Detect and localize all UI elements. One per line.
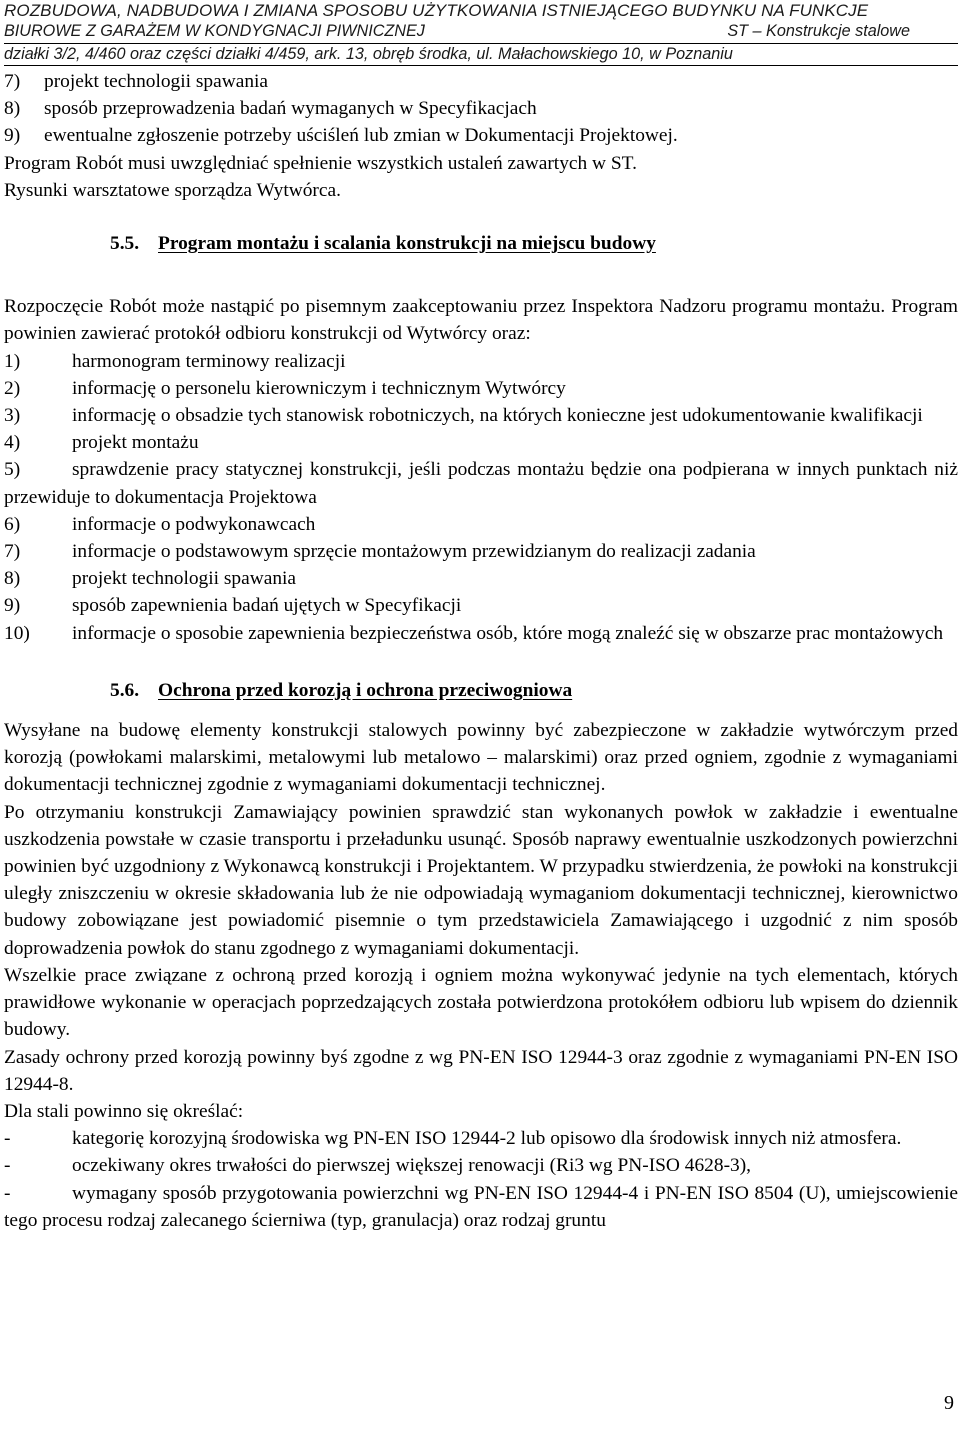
- section-paragraph: Wszelkie prace związane z ochroną przed korozją i ogniem można wykonywać jedynie na tych elementach, których prawidłowe wykonanie w operacjach poprzedzających została potwierdzona protokółem odbioru lub wpisem do dziennik budowy.: [4, 964, 958, 1041]
- list-text: ewentualne zgłoszenie potrzeby uściśleń lub zmian w Dokumentacji Projektowej.: [44, 125, 678, 147]
- list-number: 9): [4, 595, 21, 617]
- list-item: [4, 348, 958, 375]
- section-paragraph: Rozpoczęcie Robót może nastąpić po pisemnym zaakceptowaniu przez Inspektora Nadzoru programu montażu. Program powinien zawierać protokół odbioru konstrukcji od Wytwórcy oraz:: [4, 296, 958, 345]
- page-number: 9: [944, 1392, 954, 1414]
- section-5-6-dash-list: [4, 1125, 958, 1234]
- list-number: 3): [4, 405, 21, 427]
- list-number: 7): [4, 541, 21, 563]
- section-title: Program montażu i scalania konstrukcji na miejscu budowy: [158, 233, 656, 255]
- list-number: 7): [4, 71, 21, 92]
- list-text: projekt technologii spawania: [44, 71, 269, 92]
- list-dash: -: [4, 1155, 11, 1177]
- list-text: sposób przeprowadzenia badań wymaganych w Specyfikacjach: [44, 98, 537, 120]
- list-text: informacje o podwykonawcach: [72, 513, 316, 535]
- list-text: sposób zapewnienia badań ujętych w Specyfikacji: [72, 595, 462, 617]
- list-number: 10): [4, 622, 30, 644]
- list-item: [4, 95, 958, 122]
- list-item: [4, 429, 958, 456]
- list-number: 6): [4, 513, 21, 535]
- section-number: 5.5.: [110, 233, 140, 255]
- list-number: 1): [4, 350, 21, 372]
- document-page: [4, 0, 958, 1234]
- list-text: projekt montażu: [72, 432, 199, 454]
- list-text: kategorię korozyjną środowiska wg PN-EN ISO 12944-2 lub opisowo dla środowisk innych niż atmosfera.: [72, 1128, 902, 1150]
- list-number: 5): [4, 459, 21, 481]
- list-text: harmonogram terminowy realizacji: [72, 350, 346, 372]
- list-number: 9): [4, 125, 21, 147]
- list-text: wymagany sposób przygotowania powierzchni wg PN-EN ISO 12944-4 i PN-EN ISO 8504 (U), umiejscowienie tego procesu rodzaj zalecanego ścierniwa (typ, granulacja) oraz rodzaj gruntu: [4, 1182, 958, 1231]
- section-paragraph: Wysyłane na budowę elementy konstrukcji stalowych powinny być zabezpieczone w zakładzie wytwórczym przed korozją (powłokami malarskimi, metalowymi lub metalowo – malarskimi) oraz przed ogniem, zgodnie z wymaganiami dokumentacji technicznej zgodnie z wymaganiami dokumentacji technicznej.: [4, 720, 958, 796]
- list-item: [4, 538, 958, 565]
- section-heading-5-5: [4, 230, 958, 257]
- header-title-line: ROZBUDOWA, NADBUDOWA I ZMIANA SPOSOBU UŻYTKOWANIA ISTNIEJĄCEGO BUDYNKU NA FUNKCJE: [4, 1, 869, 20]
- header-subtitle-left: BIUROWE Z GARAŻEM W KONDYGNACJI PIWNICZNEJ: [4, 22, 425, 40]
- intro-paragraph: Rysunki warsztatowe sporządza Wytwórca.: [4, 179, 341, 201]
- list-text: sprawdzenie pracy statycznej konstrukcji, jeśli podczas montażu będzie ona podpierana w innych punktach niż przewiduje to dokumentacja Projektowa: [4, 459, 958, 508]
- header-subtitle-right: ST – Konstrukcje stalowe: [727, 22, 910, 40]
- list-number: 4): [4, 432, 21, 454]
- intro-list: [4, 68, 958, 150]
- list-item: [4, 375, 958, 402]
- list-number: 8): [4, 98, 21, 120]
- section-title: Ochrona przed korozją i ochrona przeciwogniowa: [158, 679, 573, 701]
- list-dash: -: [4, 1128, 11, 1150]
- list-item: [4, 456, 958, 510]
- list-text: projekt technologii spawania: [72, 568, 297, 590]
- list-text: informacje o podstawowym sprzęcie montażowym przewidzianym do realizacji zadania: [72, 541, 756, 563]
- section-paragraph: Dla stali powinno się określać:: [4, 1100, 244, 1122]
- list-text: informacje o sposobie zapewnienia bezpieczeństwa osób, które mogą znaleźć się w obszarze prac montażowych: [72, 622, 944, 644]
- header-location-line: działki 3/2, 4/460 oraz części działki 4/459, ark. 13, obręb środka, ul. Małachowskiego 10, w Poznaniu: [4, 44, 958, 66]
- section-heading-5-6: [4, 677, 958, 704]
- intro-paragraph: Program Robót musi uwzględniać spełnienie wszystkich ustaleń zawartych w ST.: [4, 152, 637, 174]
- section-5-5-list: [4, 348, 958, 647]
- section-number: 5.6.: [110, 679, 140, 701]
- list-item: [4, 565, 958, 592]
- list-item: [4, 68, 958, 95]
- list-text: oczekiwany okres trwałości do pierwszej większej renowacji (Ri3 wg PN-ISO 4628-3),: [72, 1155, 752, 1177]
- list-item: [4, 402, 958, 429]
- list-item: [4, 1180, 958, 1234]
- section-paragraph: Po otrzymaniu konstrukcji Zamawiający powinien sprawdzić stan wykonanych powłok w zakładzie i ewentualne uszkodzenia powstałe w czasie transportu i przeładunku usunąć. Sposób naprawy ewentualnie uszkodzonych powierzchni powinien być uzgodniony z Wykonawcą konstrukcji i Projektantem. W przypadku stwierdzenia, że powłoki na konstrukcji uległy zniszczeniu w okresie składowania lub że nie odpowiadają wymaganiom dokumentacji technicznej, kierownictwo budowy zobowiązane jest powiadomić pisemnie o tym przedstawiciela Zamawiającego i uzgodnić z nim sposób doprowadzenia powłok do stanu zgodnego z wymaganiami dokumentacji.: [4, 801, 958, 959]
- header-subtitle-row: [4, 21, 958, 44]
- list-item: [4, 122, 958, 149]
- list-item: [4, 1152, 958, 1179]
- list-text: informację o obsadzie tych stanowisk robotniczych, na których konieczne jest udokumentowanie kwalifikacji: [72, 405, 923, 427]
- section-paragraph: Zasady ochrony przed korozją powinny byś zgodne z wg PN-EN ISO 12944-3 oraz zgodnie z wymaganiami PN-EN ISO 12944-8.: [4, 1046, 958, 1095]
- list-item: [4, 1125, 958, 1152]
- list-dash: -: [4, 1182, 11, 1204]
- list-text: informację o personelu kierowniczym i technicznym Wytwórcy: [72, 377, 566, 399]
- list-item: [4, 511, 958, 538]
- page-header: [4, 0, 958, 66]
- list-item: [4, 620, 958, 647]
- list-number: 8): [4, 568, 21, 590]
- list-number: 2): [4, 377, 21, 399]
- list-item: [4, 592, 958, 619]
